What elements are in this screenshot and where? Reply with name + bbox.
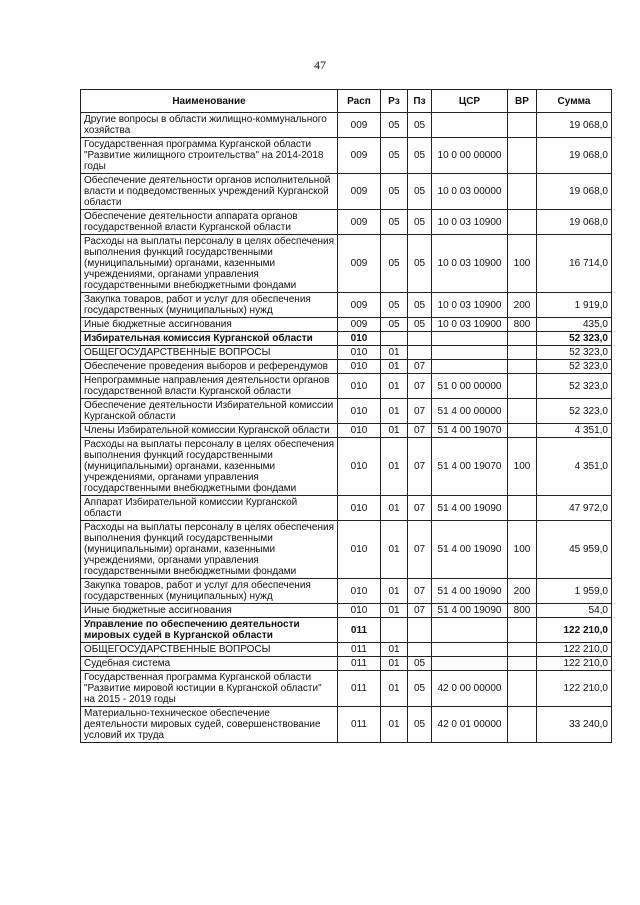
cell-pz — [408, 643, 432, 657]
cell-rasp: 009 — [338, 113, 381, 138]
cell-pz: 05 — [408, 657, 432, 671]
cell-csr: 51 4 00 00000 — [432, 399, 508, 424]
header-rasp: Расп — [338, 90, 381, 113]
table-row — [81, 346, 612, 360]
cell-pz: 07 — [408, 579, 432, 604]
cell-csr: 10 0 03 00000 — [432, 174, 508, 210]
cell-rasp: 010 — [338, 496, 381, 521]
cell-name: Государственная программа Курганской области "Развитие жилищного строительства" на 2014-2018 годы — [81, 138, 338, 174]
cell-rz: 01 — [381, 360, 408, 374]
header-name: Наименование — [81, 90, 338, 113]
cell-name: Управление по обеспечению деятельности мировых судей в Курганской области — [81, 618, 338, 643]
cell-rasp: 010 — [338, 374, 381, 399]
cell-sum: 122 210,0 — [537, 643, 612, 657]
table-row — [81, 618, 612, 643]
table-row — [81, 318, 612, 332]
header-csr: ЦСР — [432, 90, 508, 113]
cell-rz — [381, 332, 408, 346]
cell-name: Обеспечение деятельности Избирательной комиссии Курганской области — [81, 399, 338, 424]
cell-rz: 05 — [381, 113, 408, 138]
cell-pz: 07 — [408, 496, 432, 521]
cell-vr — [508, 360, 537, 374]
cell-pz: 07 — [408, 399, 432, 424]
cell-csr: 51 4 00 19090 — [432, 604, 508, 618]
cell-rz: 05 — [381, 174, 408, 210]
cell-sum: 19 068,0 — [537, 174, 612, 210]
cell-name: Расходы на выплаты персоналу в целях обеспечения выполнения функций государственными (муниципальными) органами, казенными учреждениями, органами управления государственными внебюджетными фондами — [81, 235, 338, 293]
table-row — [81, 521, 612, 579]
cell-name: Обеспечение деятельности органов исполнительной власти и подведомственных учреждений Курганской области — [81, 174, 338, 210]
cell-rz: 01 — [381, 643, 408, 657]
cell-vr: 100 — [508, 438, 537, 496]
cell-pz: 05 — [408, 113, 432, 138]
table-row — [81, 360, 612, 374]
cell-csr: 42 0 00 00000 — [432, 671, 508, 707]
cell-csr: 51 4 00 19090 — [432, 579, 508, 604]
cell-rasp: 010 — [338, 332, 381, 346]
cell-csr: 42 0 01 00000 — [432, 707, 508, 743]
header-pz: Пз — [408, 90, 432, 113]
cell-sum: 52 323,0 — [537, 360, 612, 374]
table-row — [81, 174, 612, 210]
cell-pz: 05 — [408, 138, 432, 174]
cell-pz: 07 — [408, 374, 432, 399]
cell-vr: 100 — [508, 235, 537, 293]
cell-rasp: 009 — [338, 293, 381, 318]
cell-vr: 800 — [508, 604, 537, 618]
cell-vr — [508, 210, 537, 235]
cell-sum: 1 919,0 — [537, 293, 612, 318]
cell-sum: 122 210,0 — [537, 618, 612, 643]
cell-sum: 52 323,0 — [537, 332, 612, 346]
cell-pz: 05 — [408, 210, 432, 235]
cell-csr: 10 0 03 10900 — [432, 210, 508, 235]
cell-rz: 01 — [381, 346, 408, 360]
budget-table — [80, 89, 612, 743]
cell-name: Расходы на выплаты персоналу в целях обеспечения выполнения функций государственными (муниципальными) органами, казенными учреждениями, органами управления государственными внебюджетными фондами — [81, 521, 338, 579]
cell-rasp: 009 — [338, 138, 381, 174]
cell-rasp: 011 — [338, 643, 381, 657]
cell-name: Обеспечение деятельности аппарата органов государственной власти Курганской области — [81, 210, 338, 235]
cell-vr — [508, 424, 537, 438]
cell-rz: 05 — [381, 293, 408, 318]
table-row — [81, 293, 612, 318]
table-row — [81, 707, 612, 743]
cell-rz: 01 — [381, 496, 408, 521]
cell-sum: 19 068,0 — [537, 138, 612, 174]
cell-rz: 01 — [381, 399, 408, 424]
cell-rz: 01 — [381, 657, 408, 671]
cell-csr: 10 0 03 10900 — [432, 235, 508, 293]
cell-rz: 01 — [381, 424, 408, 438]
cell-sum: 52 323,0 — [537, 399, 612, 424]
cell-sum: 52 323,0 — [537, 346, 612, 360]
cell-vr — [508, 332, 537, 346]
header-rz: Рз — [381, 90, 408, 113]
cell-pz: 07 — [408, 521, 432, 579]
table-row — [81, 374, 612, 399]
cell-pz: 07 — [408, 604, 432, 618]
cell-pz — [408, 332, 432, 346]
cell-pz: 05 — [408, 707, 432, 743]
cell-csr: 10 0 03 10900 — [432, 318, 508, 332]
cell-sum: 33 240,0 — [537, 707, 612, 743]
cell-name: Непрограммные направления деятельности органов государственной власти Курганской области — [81, 374, 338, 399]
cell-pz — [408, 618, 432, 643]
cell-rz: 01 — [381, 521, 408, 579]
cell-sum: 19 068,0 — [537, 113, 612, 138]
cell-sum: 4 351,0 — [537, 424, 612, 438]
cell-rasp: 010 — [338, 521, 381, 579]
cell-rasp: 011 — [338, 618, 381, 643]
cell-csr — [432, 346, 508, 360]
cell-csr: 51 4 00 19090 — [432, 496, 508, 521]
cell-rz: 05 — [381, 210, 408, 235]
cell-rz: 01 — [381, 604, 408, 618]
cell-vr: 100 — [508, 521, 537, 579]
table-row — [81, 424, 612, 438]
cell-rasp: 010 — [338, 579, 381, 604]
cell-name: Материально-техническое обеспечение деятельности мировых судей, совершенствование условий их труда — [81, 707, 338, 743]
cell-name: Иные бюджетные ассигнования — [81, 318, 338, 332]
table-row — [81, 643, 612, 657]
cell-sum: 16 714,0 — [537, 235, 612, 293]
table-row — [81, 113, 612, 138]
cell-sum: 19 068,0 — [537, 210, 612, 235]
table-row — [81, 496, 612, 521]
cell-csr — [432, 332, 508, 346]
cell-sum: 1 959,0 — [537, 579, 612, 604]
cell-vr — [508, 113, 537, 138]
cell-rasp: 010 — [338, 604, 381, 618]
cell-rz: 05 — [381, 138, 408, 174]
cell-rz: 01 — [381, 579, 408, 604]
cell-sum: 122 210,0 — [537, 657, 612, 671]
cell-name: ОБЩЕГОСУДАРСТВЕННЫЕ ВОПРОСЫ — [81, 643, 338, 657]
cell-vr — [508, 657, 537, 671]
cell-vr — [508, 138, 537, 174]
table-row — [81, 438, 612, 496]
cell-rasp: 011 — [338, 657, 381, 671]
cell-rz: 05 — [381, 235, 408, 293]
cell-name: Избирательная комиссия Курганской области — [81, 332, 338, 346]
table-row — [81, 399, 612, 424]
cell-vr — [508, 618, 537, 643]
cell-csr: 10 0 00 00000 — [432, 138, 508, 174]
cell-name: Закупка товаров, работ и услуг для обеспечения государственных (муниципальных) нужд — [81, 579, 338, 604]
cell-pz: 05 — [408, 671, 432, 707]
cell-rasp: 010 — [338, 360, 381, 374]
cell-name: Обеспечение проведения выборов и референдумов — [81, 360, 338, 374]
cell-vr: 800 — [508, 318, 537, 332]
cell-vr — [508, 374, 537, 399]
cell-vr — [508, 399, 537, 424]
cell-name: Аппарат Избирательной комиссии Курганской области — [81, 496, 338, 521]
cell-name: Члены Избирательной комиссии Курганской области — [81, 424, 338, 438]
cell-rz: 01 — [381, 438, 408, 496]
table-row — [81, 671, 612, 707]
cell-vr — [508, 671, 537, 707]
cell-csr — [432, 657, 508, 671]
cell-vr — [508, 496, 537, 521]
cell-sum: 122 210,0 — [537, 671, 612, 707]
cell-vr: 200 — [508, 293, 537, 318]
cell-rasp: 009 — [338, 235, 381, 293]
cell-csr: 51 4 00 19090 — [432, 521, 508, 579]
cell-pz: 07 — [408, 360, 432, 374]
cell-rz: 05 — [381, 318, 408, 332]
cell-rasp: 009 — [338, 210, 381, 235]
cell-rasp: 009 — [338, 318, 381, 332]
table-row — [81, 235, 612, 293]
cell-csr — [432, 360, 508, 374]
cell-name: ОБЩЕГОСУДАРСТВЕННЫЕ ВОПРОСЫ — [81, 346, 338, 360]
cell-sum: 435,0 — [537, 318, 612, 332]
cell-rz: 01 — [381, 374, 408, 399]
cell-pz: 05 — [408, 318, 432, 332]
cell-pz: 07 — [408, 424, 432, 438]
cell-rasp: 010 — [338, 399, 381, 424]
cell-csr: 51 4 00 19070 — [432, 438, 508, 496]
cell-csr: 51 0 00 00000 — [432, 374, 508, 399]
cell-rasp: 010 — [338, 424, 381, 438]
cell-sum: 4 351,0 — [537, 438, 612, 496]
cell-pz: 05 — [408, 293, 432, 318]
cell-pz: 05 — [408, 174, 432, 210]
cell-pz: 05 — [408, 235, 432, 293]
cell-vr: 200 — [508, 579, 537, 604]
cell-rz: 01 — [381, 671, 408, 707]
cell-csr — [432, 618, 508, 643]
cell-name: Закупка товаров, работ и услуг для обеспечения государственных (муниципальных) нужд — [81, 293, 338, 318]
cell-rasp: 011 — [338, 671, 381, 707]
cell-vr — [508, 707, 537, 743]
cell-rz: 01 — [381, 707, 408, 743]
cell-rasp: 010 — [338, 438, 381, 496]
table-header-row — [81, 90, 612, 113]
cell-pz: 07 — [408, 438, 432, 496]
cell-csr: 10 0 03 10900 — [432, 293, 508, 318]
cell-sum: 45 959,0 — [537, 521, 612, 579]
table-row — [81, 579, 612, 604]
table-row — [81, 332, 612, 346]
table-row — [81, 604, 612, 618]
cell-rz — [381, 618, 408, 643]
cell-rasp: 010 — [338, 346, 381, 360]
cell-sum: 47 972,0 — [537, 496, 612, 521]
cell-csr — [432, 643, 508, 657]
header-sum: Сумма — [537, 90, 612, 113]
table-row — [81, 657, 612, 671]
cell-csr — [432, 113, 508, 138]
cell-sum: 52 323,0 — [537, 374, 612, 399]
header-vr: ВР — [508, 90, 537, 113]
cell-vr — [508, 346, 537, 360]
cell-name: Иные бюджетные ассигнования — [81, 604, 338, 618]
cell-rasp: 011 — [338, 707, 381, 743]
cell-csr: 51 4 00 19070 — [432, 424, 508, 438]
cell-name: Судебная система — [81, 657, 338, 671]
cell-pz — [408, 346, 432, 360]
cell-name: Государственная программа Курганской области "Развитие мировой юстиции в Курганской области" на 2015 - 2019 годы — [81, 671, 338, 707]
cell-rasp: 009 — [338, 174, 381, 210]
table-row — [81, 210, 612, 235]
cell-vr — [508, 643, 537, 657]
cell-sum: 54,0 — [537, 604, 612, 618]
cell-vr — [508, 174, 537, 210]
table-row — [81, 138, 612, 174]
cell-name: Расходы на выплаты персоналу в целях обеспечения выполнения функций государственными (муниципальными) органами, казенными учреждениями, органами управления государственными внебюджетными фондами — [81, 438, 338, 496]
page-number: 47 — [314, 58, 326, 72]
cell-name: Другие вопросы в области жилищно-коммунального хозяйства — [81, 113, 338, 138]
